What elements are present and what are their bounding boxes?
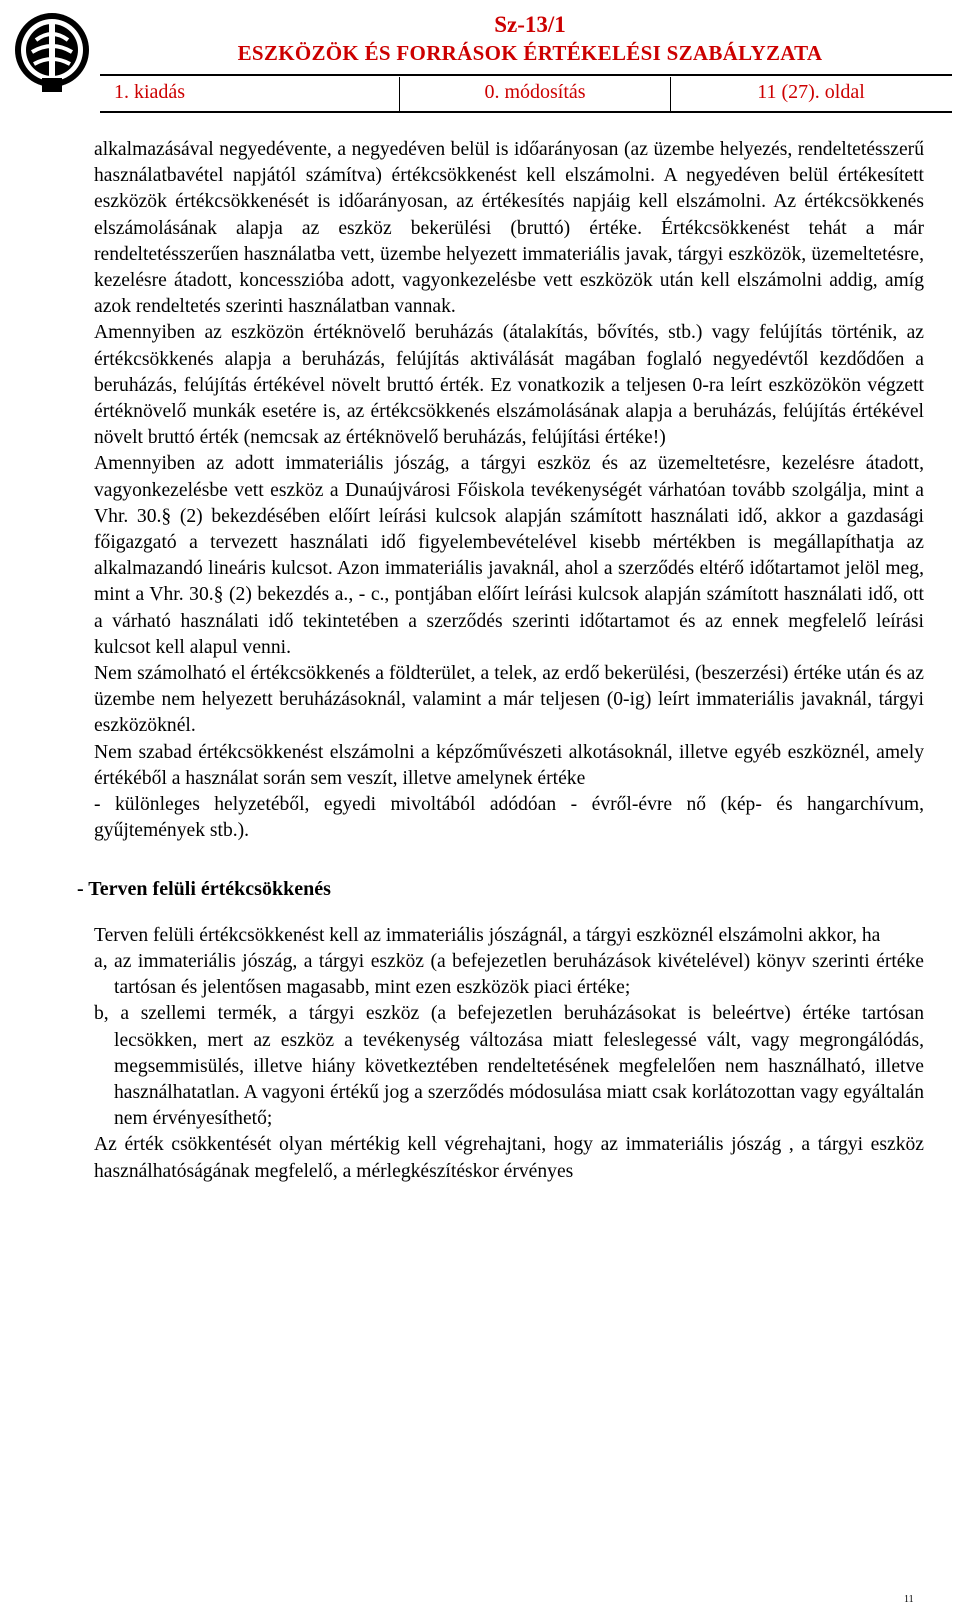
revision-label: 0. módosítás [400,77,671,111]
closing-paragraph: Az érték csökkentését olyan mértékig kell végrehajtani, hogy az immateriális jószág , a tárgyi eszköz használhatóságának megfelelő, a mérlegkészítéskor érvényes [94,1134,924,1182]
paragraph: Amennyiben az adott immateriális jószág, a tárgyi eszköz és az üzemeltetésre, kezelésre átadott, vagyonkezelésbe vett eszköz a Dunaújvárosi Főiskola tevékenységét várhatóan tovább szolgálja, mint a Vhr. 30.§ (2) bekezdésében előírt leírási kulcsok alapján számított használati idő, akkor a gazdasági főigazgató a tervezett használati idő figyelembevételével kisebb mértékben is megállapíthatja az alkalmazandó lineáris kulcsot. Azon immateriális javaknál, ahol a szerződés eltérő időtartamot jelöl meg, mint a Vhr. 30.§ (2) bekezdés a., - c., pontjában előírt leírási kulcsok alapján számított használati idő, ott a várható használati idő tekintetében a szerződés szerinti időtartamot és az ennek megfelelő leírási kulcsot kell alapul venni. [94,453,924,658]
document-body [77,137,924,1185]
page-number: 11 [904,1594,914,1605]
document-title: ESZKÖZÖK ÉS FORRÁSOK ÉRTÉKELÉSI SZABÁLYZATA [237,41,823,65]
paragraph: - különleges helyzetéből, egyedi mivoltából adódóan - évről-évre nő (kép- és hangarchívum, gyűjtemények stb.). [94,794,924,842]
section-intro: Terven felüli értékcsökkenést kell az immateriális jószágnál, a tárgyi eszköznél elszámolni akkor, ha [94,924,881,946]
section-heading: - Terven felüli értékcsökkenés [77,878,331,901]
paragraph: alkalmazásával negyedévente, a negyedéven belül is időarányosan (az üzembe helyezés, rendeltetésszerű használatbavétel napjától számítva) értékcsökkenést kell elszámolni. A negyedéven belül értékesített eszközök értékcsökkenését is időarányosan, az értékesítés napjáig kell elszámolni. Az értékcsökkenés elszámolásának alapja az eszköz bekerülési (bruttó) értéke. Értékcsökkenést tehát a már rendeltetésszerűen használatba vett, üzembe helyezett immateriális javak, tárgyi eszközök, üzemeltetésre, kezelésre átadott, koncesszióba adott, vagyonkezelésbe vett eszközök után kell elszámolni addig, amíg azok rendeltetés szerinti használatban vannak. [94,139,924,318]
paragraph: Nem szabad értékcsökkenést elszámolni a képzőművészeti alkotásoknál, illetve egyéb eszköznél, amely értékéből a használat során sem veszít, illetve amelynek értéke [94,741,924,789]
institution-logo-icon [12,10,92,96]
edition-label: 1. kiadás [100,77,400,111]
list-item: a, az immateriális jószág, a tárgyi eszköz (a befejezetlen beruházások kivételével) könyv szerinti értéke tartósan és jelentősen magasabb, mint ezen eszközök piaci értéke; [94,950,924,999]
header-info-row [100,77,952,113]
spacer [94,844,924,876]
page-label: 11 (27). oldal [757,81,865,103]
document-code: Sz-13/1 [494,12,566,37]
paragraph: Nem számolható el értékcsökkenés a földterület, a telek, az erdő bekerülési, (beszerzési) értéke után és az üzembe nem helyezett beruházásoknál, valamint a már teljesen (0-ig) leírt immateriális javaknál, tárgyi eszközöknél. [94,663,924,737]
paragraph: Amennyiben az eszközön értéknövelő beruházás (átalakítás, bővítés, stb.) vagy felújítás történik, az értékcsökkenés alapja a beruházás, felújítás aktiválását magában foglaló negyedévtől kezdődően a beruházás, felújítás értékével növelt bruttó érték. Ez vonatkozik a teljesen 0-ra leírt eszközökön végzett értéknövelő munkák esetére is, az értékcsökkenés elszámolásának alapja a beruházás, felújítás értékével növelt bruttó érték (nemcsak az értéknövelő beruházás, felújítási értéke!) [94,322,924,449]
header-divider [100,74,952,76]
spacer [94,903,924,923]
list-item: b, a szellemi termék, a tárgyi eszköz (a befejezetlen beruházásokat is beleértve) értéke tartósan lecsökken, mert az eszköz a tevékenység változása miatt feleslegessé vált, vagy megrongálódás, megsemmisülés, illetve hiány következtében rendeltetésének megfelelően nem használható, illetve használhatatlan. A vagyoni értékű jog a szerződés módosulása miatt csak korlátozottan vagy egyáltalán nem érvényesíthető; [94,1003,924,1130]
